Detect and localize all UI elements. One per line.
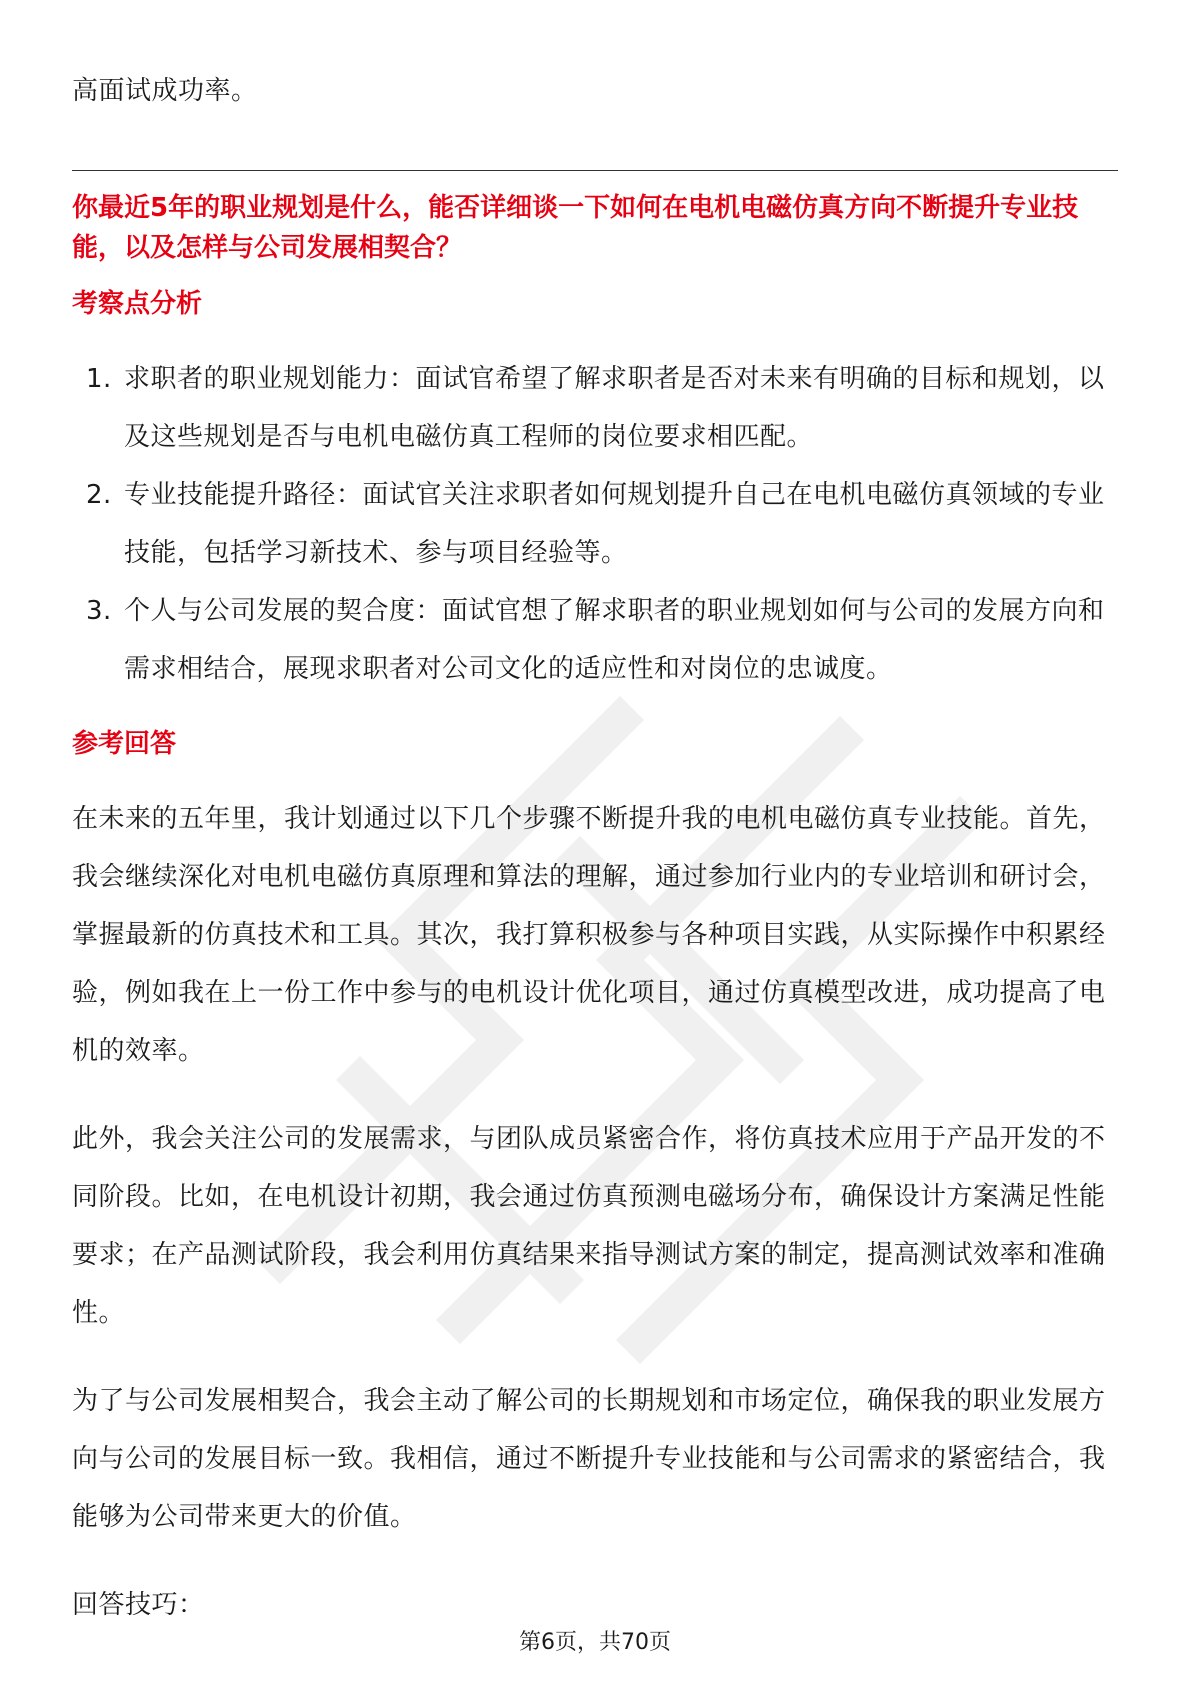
analysis-list [72,350,1118,698]
list-item-number: 2. [86,480,112,510]
page-footer: 第6页，共70页 [519,1630,671,1655]
list-item-number: 3. [86,596,112,626]
section-divider [72,170,1118,171]
list-item-number: 1. [86,364,112,394]
answer-paragraph: 在未来的五年里，我计划通过以下几个步骤不断提升我的电机电磁仿真专业技能。首先，我会继续深化对电机电磁仿真原理和算法的理解，通过参加行业内的专业培训和研讨会，掌握最新的仿真技术和工具。其次，我打算积极参与各种项目实践，从实际操作中积累经验，例如我在上一份工作中参与的电机设计优化项目，通过仿真模型改进，成功提高了电机的效率。 [72,804,1106,1066]
tips-heading: 回答技巧： [72,1590,205,1620]
document-page [72,0,1118,1684]
interview-question: 你最近5年的职业规划是什么，能否详细谈一下如何在电机电磁仿真方向不断提升专业技能，以及怎样与公司发展相契合？ [72,193,1079,263]
carryover-paragraph: 高面试成功率。 [72,76,258,106]
list-item [72,582,1118,698]
list-item-text: 求职者的职业规划能力：面试官希望了解求职者是否对未来有明确的目标和规划，以及这些规划是否与电机电磁仿真工程师的岗位要求相匹配。 [124,364,1105,452]
list-item [72,350,1118,466]
list-item-text: 专业技能提升路径：面试官关注求职者如何规划提升自己在电机电磁仿真领域的专业技能，包括学习新技术、参与项目经验等。 [124,480,1105,568]
answer-paragraph: 为了与公司发展相契合，我会主动了解公司的长期规划和市场定位，确保我的职业发展方向与公司的发展目标一致。我相信，通过不断提升专业技能和与公司需求的紧密结合，我能够为公司带来更大的价值。 [72,1386,1106,1532]
list-item [72,466,1118,582]
answer-heading: 参考回答 [72,729,177,759]
analysis-heading: 考察点分析 [72,289,203,319]
answer-paragraph: 此外，我会关注公司的发展需求，与团队成员紧密合作，将仿真技术应用于产品开发的不同阶段。比如，在电机设计初期，我会通过仿真预测电磁场分布，确保设计方案满足性能要求；在产品测试阶段，我会利用仿真结果来指导测试方案的制定，提高测试效率和准确性。 [72,1124,1106,1328]
list-item-text: 个人与公司发展的契合度：面试官想了解求职者的职业规划如何与公司的发展方向和需求相结合，展现求职者对公司文化的适应性和对岗位的忠诚度。 [124,596,1105,684]
